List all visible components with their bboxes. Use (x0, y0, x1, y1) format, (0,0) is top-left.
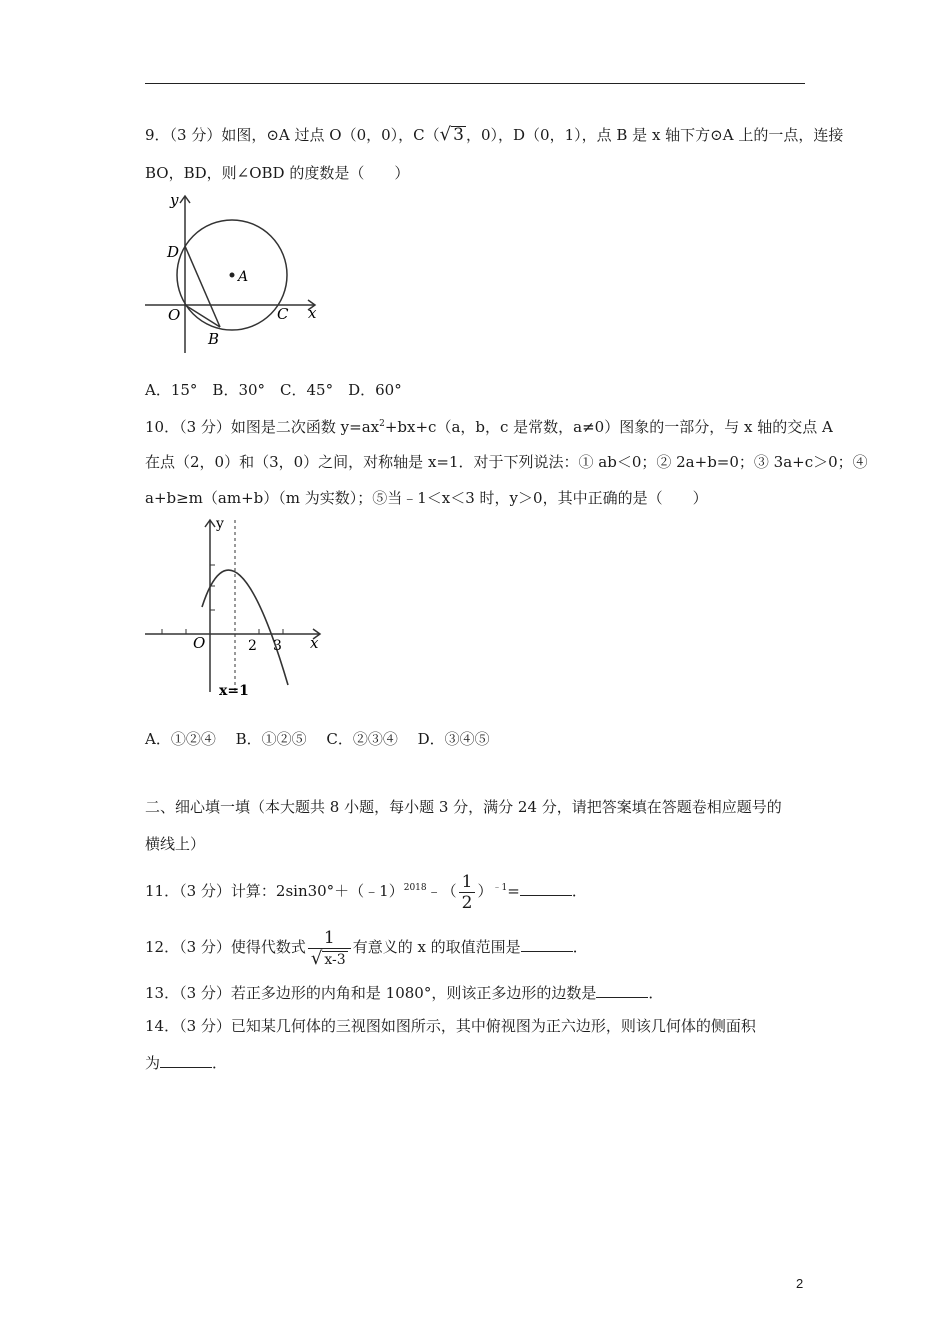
q10-line1: 10．（3 分）如图是二次函数 $y=ax^2+bx+c(a$，b，c 是常数，a≠0）图象的一部分，与 x 轴的交点 A (145, 418, 833, 436)
label-b: B (208, 330, 220, 348)
q10-options: A．①②④ B．①②⑤ C．②③④ D．③④⑤ (145, 730, 490, 748)
parabola-curve (202, 570, 288, 685)
label-o: O (168, 306, 181, 324)
q11: 11．（3 分）计算：2sin30°＋（﹣1）$^{2018}$﹣（ $\frac{1}{2}$ ）$^{﹣1}$= ． (145, 871, 587, 913)
header-rule (145, 83, 805, 84)
section2-line1: 二、细心填一填（本大题共 8 小题，每小题 3 分，满分 24 分，请把答案填在答题卷相应题号的 (145, 798, 782, 816)
label-c: C (277, 305, 289, 323)
label-2: 2 (248, 638, 257, 654)
q9-line1: 9．（3 分）如图，⊙A 过点 O（0，0），C（√ 3 ，0），D（0，1），点 B 是 x 轴下方⊙A 上的一点，连接 (145, 124, 844, 145)
sqrt-sign: √ (310, 947, 323, 969)
label-x: x (308, 304, 317, 322)
sqrt-value: 3 (453, 125, 464, 145)
q11-fraction: $\frac{1}{2}$ (459, 872, 476, 913)
label-y: y (170, 191, 179, 209)
q10-line3: a+b≥m（am+b）（m 为实数）；⑤当﹣1＜x＜3 时，y＞0，其中正确的是（ ） (145, 489, 708, 507)
q9-options: A．15° B．30° C．45° D．60° (145, 381, 402, 399)
q10-parabola-figure (140, 510, 330, 700)
q13: 13．（3 分）若正多边形的内角和是 1080°，则该正多边形的边数是 ． (145, 984, 664, 1002)
center-point-a (230, 273, 235, 278)
q9-circle-figure (140, 188, 325, 358)
q12: 12．（3 分）使得代数式 $\frac{1}{√ x-3}$ 有意义的 x 的取值范围是 ． (145, 927, 588, 969)
q10-line2: 在点（2，0）和（3，0）之间，对称轴是 x=1．对于下列说法：① ab＜0；② 2a+b=0；③ 3a+c＞0；④ (145, 453, 868, 471)
q14-line2: 为 ． (145, 1054, 228, 1072)
label-3: 3 (273, 638, 282, 654)
q14-line1: 14．（3 分）已知某几何体的三视图如图所示，其中俯视图为正六边形，则该几何体的侧面积 (145, 1017, 756, 1035)
label-a: A (238, 269, 249, 285)
answer-blank-12[interactable] (521, 937, 573, 952)
page-number: 2 (796, 1276, 804, 1291)
answer-blank-14[interactable] (160, 1053, 212, 1068)
segment-bd (185, 246, 220, 327)
answer-blank-13[interactable] (596, 983, 648, 998)
section2-line2: 横线上） (145, 835, 206, 853)
label-axis-eq: x=1 (219, 683, 249, 699)
sqrt-sign: √ (439, 124, 452, 145)
label-o: O (193, 634, 206, 652)
q9-line2: BO，BD，则∠OBD 的度数是（ ） (145, 164, 410, 182)
label-d: D (167, 243, 180, 261)
q12-fraction: $\frac{1}{√ x-3}$ (308, 928, 351, 969)
answer-blank-11[interactable] (520, 881, 572, 896)
label-x: x (310, 634, 319, 652)
label-y: y (216, 516, 224, 532)
